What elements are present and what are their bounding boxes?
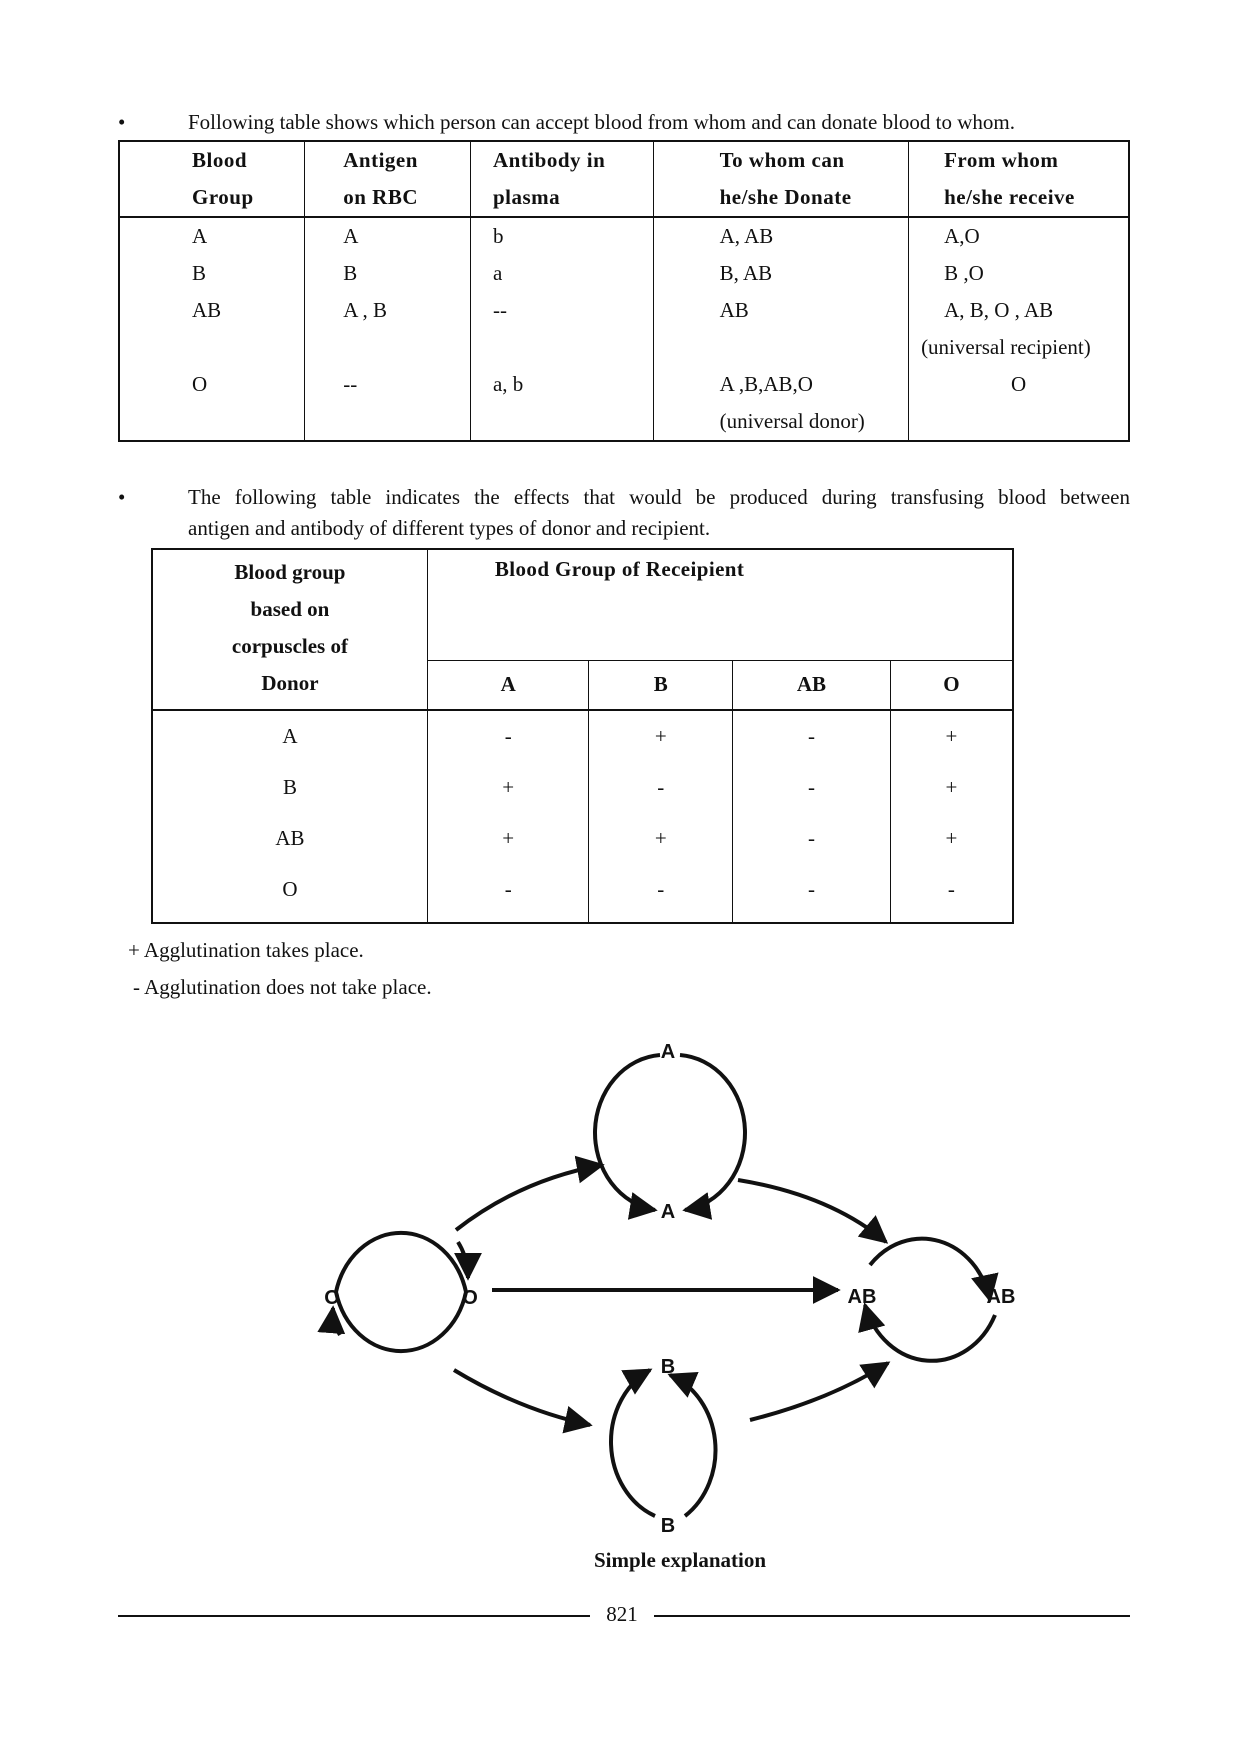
- donor-cell: O: [152, 864, 427, 923]
- cell-receive: O: [909, 366, 1129, 441]
- cell-receive: B ,O: [909, 255, 1129, 292]
- table-row: [152, 710, 1013, 762]
- intro-paragraph-2-line2: antigen and antibody of different types of donor and recipient.: [188, 516, 711, 540]
- donor-header: Blood group based on corpuscles of Donor: [152, 549, 427, 710]
- effect-cell: -: [427, 710, 589, 762]
- effect-cell: -: [733, 813, 891, 864]
- diagram-caption: Simple explanation: [593, 1548, 767, 1572]
- table-row: [119, 292, 1129, 366]
- label-o-left: O: [324, 1287, 340, 1309]
- cell-donate: A, AB: [653, 217, 908, 255]
- footer-rule-right: [654, 1615, 1130, 1617]
- table-row: [119, 366, 1129, 441]
- label-b-bottom: B: [660, 1515, 676, 1537]
- recipient-col-b: B: [589, 661, 733, 710]
- table-row: [152, 813, 1013, 864]
- bullet: •: [118, 110, 126, 134]
- cell-antibody: --: [470, 292, 653, 366]
- footer-rule-left: [118, 1615, 590, 1617]
- blood-donation-diagram: [0, 1030, 1240, 1550]
- effect-cell: +: [589, 813, 733, 864]
- cell-antibody: a: [470, 255, 653, 292]
- effect-cell: -: [733, 864, 891, 923]
- effect-cell: +: [427, 813, 589, 864]
- cell-antigen: B: [305, 255, 471, 292]
- table-row: [119, 255, 1129, 292]
- cell-antigen: A: [305, 217, 471, 255]
- o-left-arrow: [333, 1308, 340, 1335]
- cell-antibody: b: [470, 217, 653, 255]
- donor-cell: A: [152, 710, 427, 762]
- cell-group: O: [119, 366, 305, 441]
- table-row: [152, 864, 1013, 923]
- label-ab-left: AB: [847, 1286, 877, 1308]
- arrow-a-to-ab: [738, 1180, 886, 1242]
- effect-cell: -: [733, 762, 891, 813]
- bullet: •: [118, 485, 126, 509]
- arrow-o-to-a: [456, 1165, 602, 1230]
- cell-donate: A ,B,AB,O (universal donor): [653, 366, 908, 441]
- header-blood-group: Blood Group: [119, 141, 305, 217]
- cell-receive: A, B, O , AB (universal recipient): [909, 292, 1129, 366]
- cell-antibody: a, b: [470, 366, 653, 441]
- effect-cell: +: [427, 762, 589, 813]
- label-ab-right: AB: [986, 1286, 1016, 1308]
- page-number: 821: [606, 1602, 638, 1626]
- effect-cell: +: [890, 710, 1013, 762]
- table-row: [119, 217, 1129, 255]
- intro-paragraph-2-line1: The following table indicates the effects that would be produced during transfusing blood between: [188, 485, 1130, 509]
- recipient-header: Blood Group of Receipient: [427, 549, 1013, 661]
- cell-donate: AB: [653, 292, 908, 366]
- blood-compatibility-table: [118, 140, 1130, 442]
- cell-group: A: [119, 217, 305, 255]
- table-row: [152, 762, 1013, 813]
- recipient-col-ab: AB: [733, 661, 891, 710]
- cell-antigen: --: [305, 366, 471, 441]
- cell-receive: A,O: [909, 217, 1129, 255]
- effect-cell: -: [589, 864, 733, 923]
- header-antibody: Antibody in plasma: [470, 141, 653, 217]
- donor-cell: B: [152, 762, 427, 813]
- cell-donate: B, AB: [653, 255, 908, 292]
- b-circle: [611, 1370, 716, 1516]
- effect-cell: -: [890, 864, 1013, 923]
- o-circle: [336, 1233, 466, 1351]
- effect-cell: +: [589, 710, 733, 762]
- header-receive: From whom he/she receive: [909, 141, 1129, 217]
- a-circle: [595, 1055, 745, 1210]
- label-a-top: A: [660, 1041, 676, 1063]
- cell-group: AB: [119, 292, 305, 366]
- cell-group: B: [119, 255, 305, 292]
- legend-minus: - Agglutination does not take place.: [133, 975, 432, 999]
- header-donate: To whom can he/she Donate: [653, 141, 908, 217]
- donor-cell: AB: [152, 813, 427, 864]
- intro-paragraph-1: Following table shows which person can accept blood from whom and can donate blood to whom.: [188, 110, 1015, 134]
- recipient-col-a: A: [427, 661, 589, 710]
- label-a-bottom: A: [660, 1201, 676, 1223]
- ab-circle: [865, 1239, 995, 1361]
- transfusion-effects-table: [151, 548, 1014, 924]
- label-b-top: B: [660, 1356, 676, 1378]
- effect-cell: +: [890, 813, 1013, 864]
- arrow-b-to-ab: [750, 1363, 888, 1420]
- legend-plus: + Agglutination takes place.: [128, 938, 364, 962]
- recipient-col-o: O: [890, 661, 1013, 710]
- effect-cell: -: [733, 710, 891, 762]
- label-o-right: O: [462, 1287, 478, 1309]
- effect-cell: -: [589, 762, 733, 813]
- effect-cell: -: [427, 864, 589, 923]
- arrow-o-to-b: [454, 1370, 590, 1425]
- effect-cell: +: [890, 762, 1013, 813]
- cell-antigen: A , B: [305, 292, 471, 366]
- header-antigen: Antigen on RBC: [305, 141, 471, 217]
